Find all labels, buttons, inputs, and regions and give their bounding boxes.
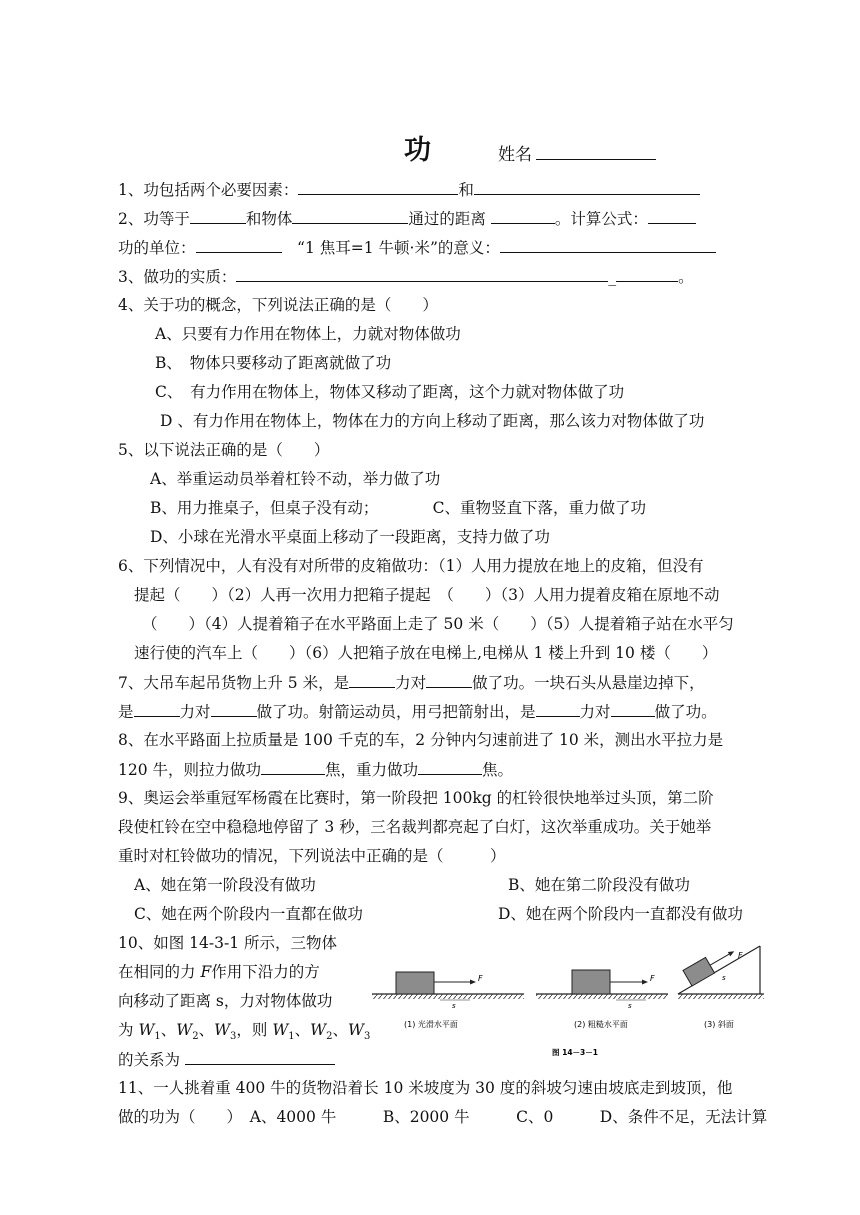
q3-blank-2[interactable]: [616, 266, 678, 282]
sub-1: 1: [288, 1031, 295, 1043]
q2-blank-6[interactable]: [500, 237, 716, 253]
force-label: F: [650, 974, 655, 983]
q7-blank-6[interactable]: [611, 701, 655, 717]
q1-and: 和: [458, 181, 474, 199]
distance-label: s: [722, 974, 726, 982]
q2-text-e: 功的单位：: [118, 239, 196, 257]
q2-text-f: “1 焦耳=1 牛顿·米”的意义：: [297, 239, 500, 257]
w-symbol: W: [310, 1021, 327, 1039]
sub-2: 2: [192, 1031, 199, 1043]
q1-blank-2[interactable]: [474, 179, 700, 195]
question-6-line-4: 速行使的汽车上（ ）（6）人把箱子放在电梯上,电梯从 1 楼上升到 10 楼（ ）: [134, 644, 718, 662]
ground-hatch: [372, 994, 524, 999]
question-3: [118, 266, 694, 287]
q7-blank-4[interactable]: [211, 701, 257, 717]
figure-svg: [363, 951, 766, 1060]
title-row: [0, 128, 860, 168]
ground-hatch: [678, 994, 764, 999]
figure-label: 图 14－3－1: [552, 1048, 598, 1057]
question-11-line-1: 11、一人挑着重 400 牛的货物沿着长 10 米坡度为 30 度的斜坡匀速由坡底走到坡顶，他: [118, 1079, 733, 1097]
q7-text-d: 是: [118, 703, 134, 721]
q2-blank-3[interactable]: [491, 208, 555, 224]
panel-incline: [678, 943, 764, 1029]
question-6-line-1: 6、下列情况中，人有没有对所带的皮箱做功：（1）人用力提放在地上的皮箱，但没有: [118, 557, 704, 575]
question-8-line-1: 8、在水平路面上拉质量是 100 千克的车，2 分钟内匀速前进了 10 米，测出水平拉力是: [118, 731, 724, 749]
question-6-line-2: 提起（ ）（2）人再一次用力把箱子提起 （ ）（3）人用力提着皮箱在原地不动: [134, 586, 720, 604]
q7-text-e: 力对: [179, 703, 211, 721]
w-symbol: W: [214, 1021, 231, 1039]
sep: 、: [332, 1021, 348, 1039]
q9-option-a[interactable]: A、她在第一阶段没有做功: [134, 876, 316, 894]
q7-blank-1[interactable]: [349, 672, 395, 688]
q10-text-c: 为: [118, 1021, 139, 1039]
question-7-line-2: [118, 701, 717, 722]
force-label: F: [478, 974, 483, 983]
panel-rough: [536, 970, 668, 1029]
question-10-line-1: 10、如图 14-3-1 所示，三物体: [118, 934, 337, 952]
ground-hatch: [536, 994, 668, 999]
question-10-line-3: 向移动了距离 s，力对物体做功: [118, 992, 333, 1010]
question-1: [118, 179, 700, 200]
question-9-line-3: 重时对杠铃做功的情况，下列说法中正确的是（ ）: [118, 847, 506, 865]
sub-1: 1: [154, 1031, 161, 1043]
question-2-line-1: [118, 208, 696, 229]
q10-blank[interactable]: [185, 1049, 335, 1065]
question-8-line-2: [118, 759, 513, 780]
figure-14-3-1: [363, 951, 766, 1060]
q5-option-a[interactable]: A、举重运动员举着杠铃不动，举力做了功: [150, 470, 441, 488]
q10-force-symbol: F: [200, 963, 212, 981]
q4-option-b[interactable]: B、 物体只要移动了距离就做了功: [155, 354, 392, 372]
force-arrow: [710, 954, 729, 965]
q3-mark: _: [608, 268, 617, 286]
w-symbol: W: [138, 1021, 155, 1039]
q4-option-c[interactable]: C、 有力作用在物体上，物体又移动了距离，这个力就对物体做了功: [155, 383, 625, 401]
question-9-line-2: 段使杠铃在空中稳稳地停留了 3 秒，三名裁判都亮起了白灯，这次举重成功。关于她举: [118, 818, 712, 836]
caption-incline: (3) 斜面: [704, 1020, 734, 1029]
q2-blank-2[interactable]: [292, 208, 408, 224]
q2-blank-5[interactable]: [196, 237, 282, 253]
q2-text-c: 通过的距离: [408, 210, 486, 228]
q8-blank-1[interactable]: [261, 759, 325, 775]
q2-text-d: 。计算公式：: [554, 210, 648, 228]
q8-text-b: 焦，重力做功: [325, 761, 419, 779]
q7-text-g: 力对: [579, 703, 611, 721]
q8-text-a: 120 牛，则拉力做功: [118, 761, 262, 779]
q5-option-c[interactable]: C、重物竖直下落，重力做了功: [432, 499, 647, 517]
q3-blank-1[interactable]: [236, 266, 608, 282]
sub-3: 3: [230, 1031, 237, 1043]
q9-option-c[interactable]: C、她在两个阶段内一直都在做功: [134, 905, 363, 923]
w-symbol: W: [176, 1021, 193, 1039]
q7-text-f: 做了功。射箭运动员，用弓把箭射出，是: [256, 703, 536, 721]
q5-options-bc: [150, 498, 646, 518]
sep: 、: [198, 1021, 215, 1039]
question-6-line-3: （ ）（4）人提着箱子在水平路面上走了 50 米（ ）（5）人提着箱子站在水平匀: [142, 615, 734, 633]
q10-text-a: 在相同的力: [118, 963, 201, 981]
q1-blank-1[interactable]: [298, 179, 458, 195]
q7-blank-3[interactable]: [134, 701, 180, 717]
name-label: 姓名: [498, 145, 532, 165]
force-label: F: [738, 951, 743, 960]
q7-text-b: 力对: [395, 674, 427, 692]
q9-option-b[interactable]: B、她在第二阶段没有做功: [508, 876, 690, 894]
block: [572, 970, 610, 994]
question-10-line-4: [118, 1020, 370, 1047]
question-11-line-2: 做的功为（ ） A、4000 牛 B、2000 牛 C、0 D、条件不足，无法计算: [118, 1108, 768, 1126]
w-symbol: W: [348, 1021, 364, 1039]
q4-option-a[interactable]: A、只要有力作用在物体上，力就对物体做功: [155, 325, 461, 343]
w-symbol: W: [272, 1021, 289, 1039]
sep: 、: [160, 1021, 177, 1039]
q3-end: 。: [678, 268, 694, 286]
distance-label: s: [452, 1002, 456, 1010]
sub-2: 2: [326, 1031, 333, 1043]
q10-text-d: ，则: [236, 1021, 273, 1039]
name-blank[interactable]: [536, 159, 656, 160]
question-10-line-2: [118, 962, 320, 982]
q2-blank-1[interactable]: [190, 208, 246, 224]
q3-text: 3、做功的实质：: [118, 268, 237, 286]
question-10-line-5: [118, 1049, 335, 1070]
q2-text-b: 和物体: [245, 210, 293, 228]
caption-smooth: (1) 光滑水平面: [404, 1020, 458, 1029]
q7-text-c: 做了功。一块石头从悬崖边掉下，: [472, 674, 705, 692]
q5-option-b[interactable]: B、用力推桌子，但桌子没有动；: [150, 499, 371, 517]
q7-text-a: 7、大吊车起吊货物上升 5 米，是: [118, 674, 350, 692]
panel-smooth: [372, 972, 524, 1029]
q10-text-e: 的关系为: [118, 1051, 181, 1069]
caption-rough: (2) 粗糙水平面: [574, 1020, 628, 1029]
q7-text-h: 做了功。: [654, 703, 717, 721]
q4-option-d[interactable]: D 、有力作用在物体上，物体在力的方向上移动了距离，那么该力对物体做了功: [160, 412, 705, 430]
q9-option-d[interactable]: D、她在两个阶段内一直都没有做功: [498, 905, 743, 923]
page-title: 功: [404, 135, 431, 166]
q8-blank-2[interactable]: [418, 759, 482, 775]
block: [683, 957, 715, 986]
q1-text: 1、功包括两个必要因素：: [118, 181, 299, 199]
sub-3: 3: [363, 1031, 371, 1043]
sep: 、: [294, 1021, 311, 1039]
q10-text-b: 作用下沿力的方: [211, 963, 320, 981]
block: [396, 972, 434, 994]
q7-blank-5[interactable]: [536, 701, 580, 717]
question-5-stem: 5、以下说法正确的是（ ）: [118, 441, 330, 459]
q2-blank-4[interactable]: [648, 208, 696, 224]
question-4-stem: 4、关于功的概念，下列说法正确的是（ ）: [118, 296, 438, 314]
q5-option-d[interactable]: D、小球在光滑水平桌面上移动了一段距离，支持力做了功: [150, 528, 550, 546]
question-2-line-2: [118, 237, 716, 258]
question-7-line-1: [118, 672, 705, 693]
question-9-line-1: 9、奥运会举重冠军杨霞在比赛时，第一阶段把 100kg 的杠铃很快地举过头顶，第二阶: [118, 789, 714, 807]
q2-text-a: 2、功等于: [118, 210, 190, 228]
q8-text-c: 焦。: [482, 761, 514, 779]
distance-label: s: [628, 1002, 632, 1010]
q7-blank-2[interactable]: [426, 672, 472, 688]
